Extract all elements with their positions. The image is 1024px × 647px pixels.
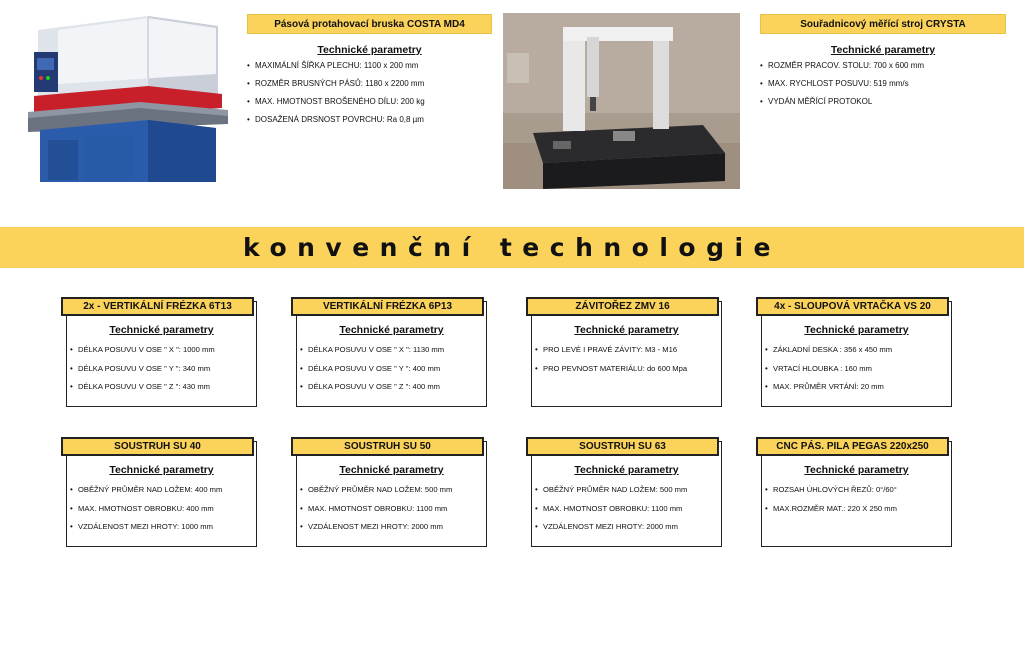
param-list xyxy=(70,486,222,542)
card-title: 2x - VERTIKÁLNÍ FRÉZKA 6T13 xyxy=(61,297,254,316)
param-item: • VYDÁN MĚŘÍCÍ PROTOKOL xyxy=(760,98,1006,106)
param-list xyxy=(765,346,892,402)
params-heading: Technické parametry xyxy=(804,324,909,336)
card-title: SOUSTRUH SU 50 xyxy=(291,437,484,456)
card-title: VERTIKÁLNÍ FRÉZKA 6P13 xyxy=(291,297,484,316)
sanding-machine-image xyxy=(28,12,228,190)
param-item: • ZÁKLADNÍ DESKA : 356 x 450 mm xyxy=(765,346,892,354)
param-item: • DÉLKA POSUVU V OSE " Z ": 400 mm xyxy=(300,383,444,391)
param-item: • MAX.ROZMĚR MAT.: 220 X 250 mm xyxy=(765,505,897,513)
param-item: • PRO PEVNOST MATERIÁLU: do 600 Mpa xyxy=(535,365,687,373)
param-item: • VRTACÍ HLOUBKA : 160 mm xyxy=(765,365,892,373)
machine-card xyxy=(296,441,487,547)
machine-card xyxy=(531,441,722,547)
measuring-machine-image xyxy=(503,13,740,189)
param-item: • MAX. HMOTNOST OBROBKU: 1100 mm xyxy=(535,505,687,513)
param-item: • MAX. HMOTNOST OBROBKU: 1100 mm xyxy=(300,505,452,513)
machine-card xyxy=(761,441,952,547)
param-item: • DÉLKA POSUVU V OSE " Z ": 430 mm xyxy=(70,383,215,391)
param-item: • VZDÁLENOST MEZI HROTY: 1000 mm xyxy=(70,523,222,531)
params-heading: Technické parametry xyxy=(317,44,422,56)
machine-card xyxy=(296,301,487,407)
param-item: • DÉLKA POSUVU V OSE " X ": 1130 mm xyxy=(300,346,444,354)
param-item: • DOSAŽENÁ DRSNOST POVRCHU: Ra 0,8 µm xyxy=(247,116,492,124)
param-list xyxy=(247,62,492,124)
param-item: • ROZSAH ÚHLOVÝCH ŘEZŮ: 0°/60° xyxy=(765,486,897,494)
param-item: • VZDÁLENOST MEZI HROTY: 2000 mm xyxy=(535,523,687,531)
card-title: SOUSTRUH SU 40 xyxy=(61,437,254,456)
params-heading: Technické parametry xyxy=(109,324,214,336)
param-item: • DÉLKA POSUVU V OSE " X ": 1000 mm xyxy=(70,346,215,354)
param-item: • MAX. RYCHLOST POSUVU: 519 mm/s xyxy=(760,80,1006,88)
card-title: CNC PÁS. PILA PEGAS 220x250 xyxy=(756,437,949,456)
param-item: • ROZMĚR BRUSNÝCH PÁSŮ: 1180 x 2200 mm xyxy=(247,80,492,88)
machine-card xyxy=(66,441,257,547)
param-item: • ROZMĚR PRACOV. STOLU: 700 x 600 mm xyxy=(760,62,1006,70)
param-item: • MAX. HMOTNOST BROŠENÉHO DÍLU: 200 kg xyxy=(247,98,492,106)
section-title: konvenční technologie xyxy=(242,233,782,262)
param-list xyxy=(535,486,687,542)
machine-card xyxy=(66,301,257,407)
param-list xyxy=(70,346,215,402)
card-title: ZÁVITOŘEZ ZMV 16 xyxy=(526,297,719,316)
param-item: • MAXIMÁLNÍ ŠÍŘKA PLECHU: 1100 x 200 mm xyxy=(247,62,492,70)
param-item: • VZDÁLENOST MEZI HROTY: 2000 mm xyxy=(300,523,452,531)
params-heading: Technické parametry xyxy=(339,324,444,336)
param-item: • DÉLKA POSUVU V OSE " Y ": 340 mm xyxy=(70,365,215,373)
machine-card xyxy=(761,301,952,407)
params-heading: Technické parametry xyxy=(339,464,444,476)
param-list xyxy=(300,346,444,402)
cmm-spec xyxy=(760,14,1006,116)
section-band xyxy=(0,227,1024,268)
param-list xyxy=(760,62,1006,106)
params-heading: Technické parametry xyxy=(574,464,679,476)
sanding-machine-spec xyxy=(247,14,492,134)
sanding-machine-title: Pásová protahovací bruska COSTA MD4 xyxy=(247,14,492,34)
param-list xyxy=(765,486,897,523)
param-list xyxy=(300,486,452,542)
cmm-title: Souřadnicový měřící stroj CRYSTA xyxy=(760,14,1006,34)
param-item: • DÉLKA POSUVU V OSE " Y ": 400 mm xyxy=(300,365,444,373)
param-item: • MAX. PRŮMĚR VRTÁNÍ: 20 mm xyxy=(765,383,892,391)
param-item: • OBĚŽNÝ PRŮMĚR NAD LOŽEM: 500 mm xyxy=(535,486,687,494)
params-heading: Technické parametry xyxy=(804,464,909,476)
params-heading: Technické parametry xyxy=(109,464,214,476)
param-list xyxy=(535,346,687,383)
param-item: • OBĚŽNÝ PRŮMĚR NAD LOŽEM: 400 mm xyxy=(70,486,222,494)
params-heading: Technické parametry xyxy=(574,324,679,336)
card-title: 4x - SLOUPOVÁ VRTAČKA VS 20 xyxy=(756,297,949,316)
card-title: SOUSTRUH SU 63 xyxy=(526,437,719,456)
machine-card xyxy=(531,301,722,407)
param-item: • MAX. HMOTNOST OBROBKU: 400 mm xyxy=(70,505,222,513)
params-heading: Technické parametry xyxy=(830,44,936,56)
param-item: • OBĚŽNÝ PRŮMĚR NAD LOŽEM: 500 mm xyxy=(300,486,452,494)
param-item: • PRO LEVÉ I PRAVÉ ZÁVITY: M3 - M16 xyxy=(535,346,687,354)
